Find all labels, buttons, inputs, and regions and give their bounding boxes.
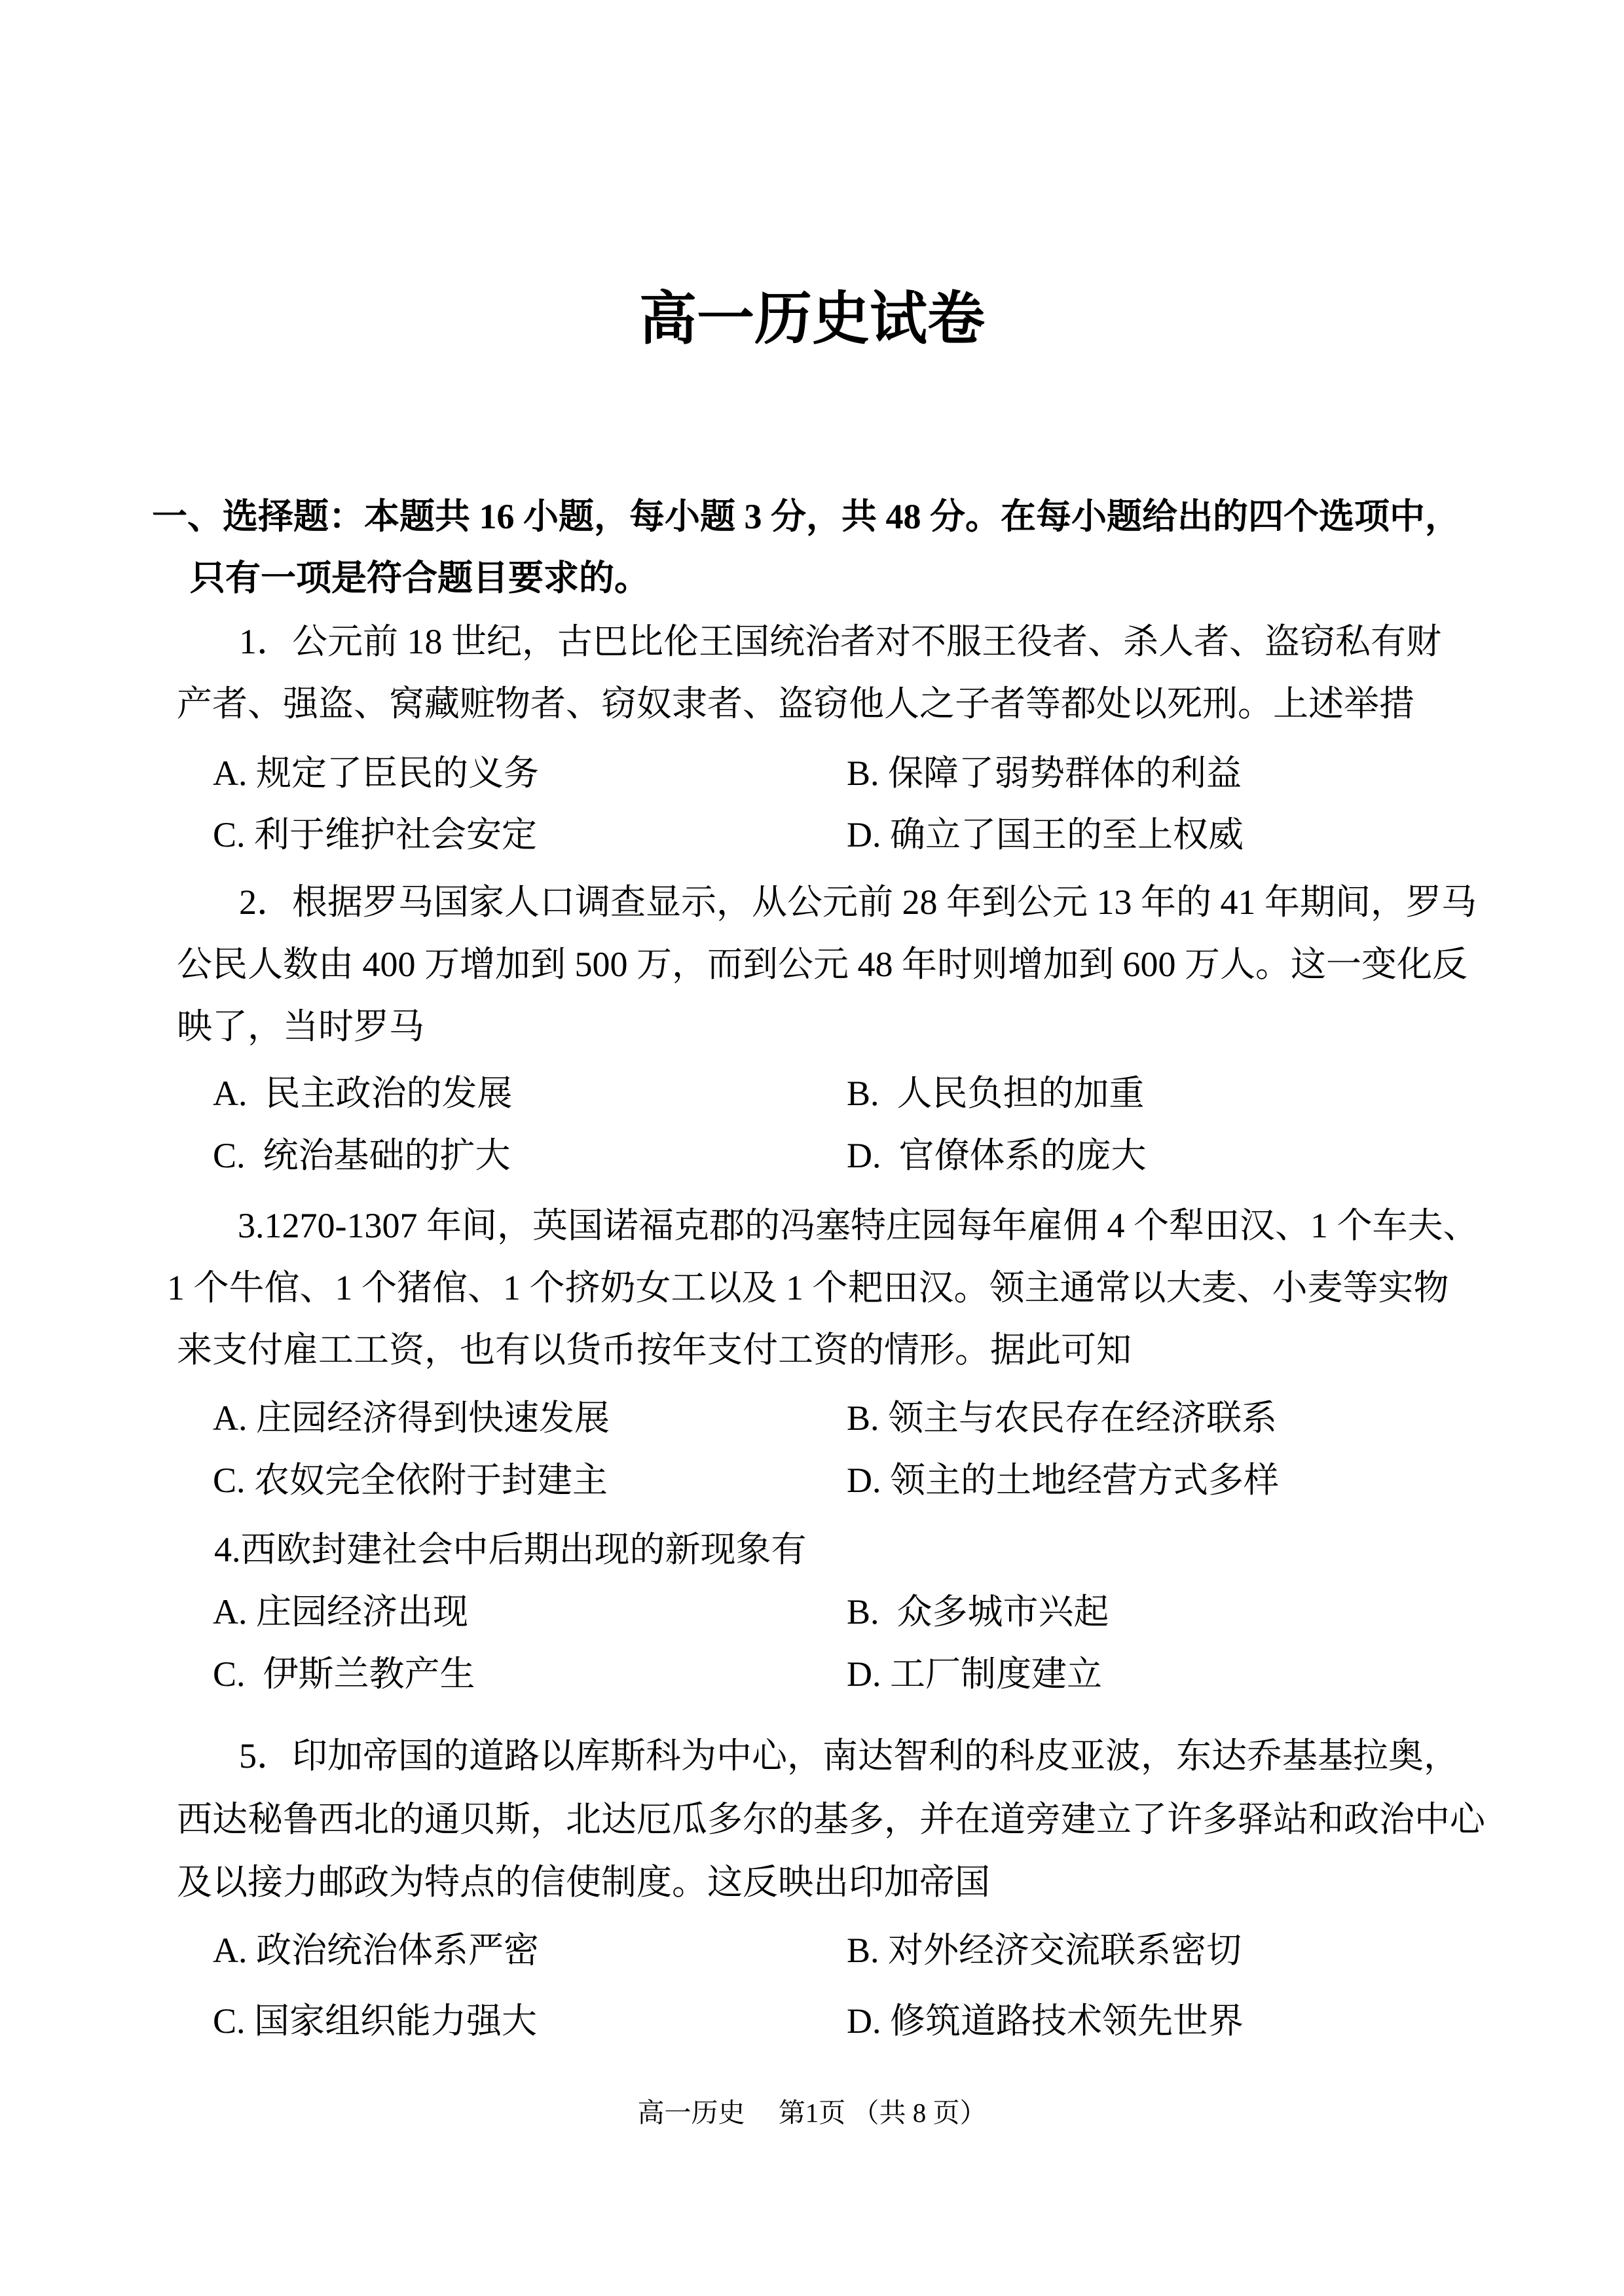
question-3-option-c: C. 农奴完全依附于封建主: [213, 1461, 608, 1500]
page-footer: 高一历史 第1页 （共 8 页）: [637, 2098, 987, 2128]
question-4-option-d: D. 工厂制度建立: [847, 1654, 1102, 1694]
question-5-option-b: B. 对外经济交流联系密切: [847, 1931, 1242, 1970]
question-5-option-c: C. 国家组织能力强大: [213, 2001, 538, 2041]
question-5-option-a: A. 政治统治体系严密: [213, 1931, 539, 1970]
question-1-line-1: 1．公元前 18 世纪，古巴比伦王国统治者对不服王役者、杀人者、盗窃私有财: [239, 622, 1441, 661]
question-2-options-row-2: [0, 1137, 1624, 1178]
question-4-option-c: C. 伊斯兰教产生: [213, 1654, 475, 1694]
exam-title: 高一历史试卷: [638, 288, 985, 352]
question-3-option-d: D. 领主的土地经营方式多样: [847, 1461, 1279, 1500]
question-5-options-row-2: [0, 2002, 1624, 2044]
question-2-options-row-1: [0, 1074, 1624, 1116]
question-5-options-row-1: [0, 1931, 1624, 1973]
question-2-option-c: C. 统治基础的扩大: [213, 1136, 511, 1175]
question-4-options-row-1: [0, 1593, 1624, 1635]
question-5-line-1: 5．印加帝国的道路以库斯科为中心，南达智利的科皮亚波，东达乔基基拉奥，: [239, 1736, 1459, 1776]
section-heading-line-2: 只有一项是符合题目要求的。: [190, 558, 650, 598]
question-1-line-2: 产者、强盗、窝藏赃物者、窃奴隶者、盗窃他人之子者等都处以死刑。上述举措: [177, 684, 1414, 723]
question-5-line-3: 及以接力邮政为特点的信使制度。这反映出印加帝国: [177, 1863, 990, 1902]
question-5-option-d: D. 修筑道路技术领先世界: [847, 2001, 1244, 2041]
question-4-options-row-2: [0, 1655, 1624, 1697]
question-5-line-2: 西达秘鲁西北的通贝斯，北达厄瓜多尔的基多，并在道旁建立了许多驿站和政治中心: [177, 1800, 1485, 1839]
question-2-option-d: D. 官僚体系的庞大: [847, 1136, 1147, 1175]
question-4-option-b: B. 众多城市兴起: [847, 1592, 1109, 1631]
section-heading-line-1: 一、选择题：本题共 16 小题，每小题 3 分，共 48 分。在每小题给出的四个选项中，: [152, 497, 1460, 536]
question-2-line-1: 2．根据罗马国家人口调查显示，从公元前 28 年到公元 13 年的 41 年期间，罗马: [239, 883, 1477, 922]
question-4-line-1: 4.西欧封建社会中后期出现的新现象有: [214, 1530, 807, 1569]
question-1-option-c: C. 利于维护社会安定: [213, 815, 538, 854]
question-1-option-b: B. 保障了弱势群体的利益: [847, 754, 1242, 793]
question-3-option-b: B. 领主与农民存在经济联系: [847, 1398, 1278, 1438]
question-2-line-3: 映了，当时罗马: [177, 1007, 424, 1046]
question-1-option-a: A. 规定了臣民的义务: [213, 754, 539, 793]
question-1-option-d: D. 确立了国王的至上权威: [847, 815, 1244, 854]
question-1-options-row-2: [0, 816, 1624, 858]
question-2-line-2: 公民人数由 400 万增加到 500 万，而到公元 48 年时则增加到 600 万人。这一变化反: [177, 945, 1467, 984]
question-3-line-1: 3.1270-1307 年间，英国诺福克郡的冯塞特庄园每年雇佣 4 个犁田汉、1 个车夫、: [238, 1206, 1479, 1245]
question-3-line-3: 来支付雇工工资，也有以货币按年支付工资的情形。据此可知: [177, 1330, 1132, 1370]
question-3-option-a: A. 庄园经济得到快速发展: [213, 1398, 610, 1438]
question-3-options-row-2: [0, 1461, 1624, 1503]
question-1-options-row-1: [0, 754, 1624, 796]
question-4-option-a: A. 庄园经济出现: [213, 1592, 468, 1631]
question-2-option-a: A. 民主政治的发展: [213, 1074, 513, 1113]
question-3-options-row-1: [0, 1399, 1624, 1441]
question-3-line-2: 1 个牛倌、1 个猪倌、1 个挤奶女工以及 1 个耙田汉。领主通常以大麦、小麦等实物: [167, 1268, 1449, 1307]
question-2-option-b: B. 人民负担的加重: [847, 1074, 1145, 1113]
